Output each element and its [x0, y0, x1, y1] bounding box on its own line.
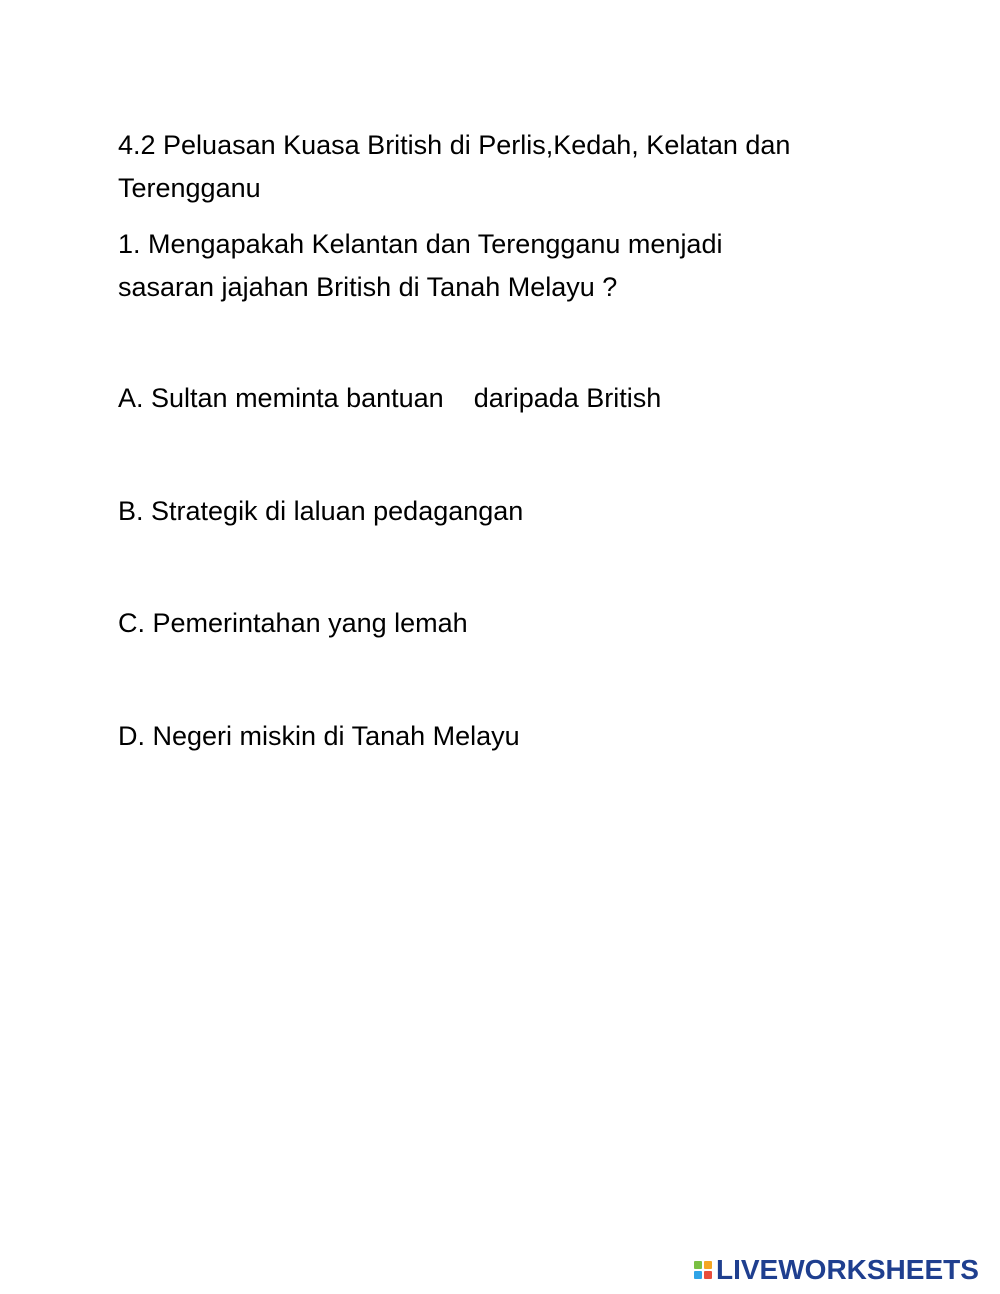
logo-mark-square — [704, 1271, 712, 1279]
question-line-1: 1. Mengapakah Kelantan dan Terengganu menjadi — [118, 229, 723, 259]
logo-mark-square — [694, 1261, 702, 1269]
logo-mark-square — [694, 1271, 702, 1279]
question-text — [118, 223, 722, 309]
liveworksheets-logo — [694, 1255, 979, 1285]
option-c: C. Pemerintahan yang lemah — [118, 608, 468, 638]
option-d: D. Negeri miskin di Tanah Melayu — [118, 721, 520, 751]
title-line-2: Terengganu — [118, 173, 261, 203]
title-line-1: 4.2 Peluasan Kuasa British di Perlis,Kedah, Kelatan dan — [118, 130, 791, 160]
worksheet-title — [118, 124, 790, 210]
logo-text: LIVEWORKSHEETS — [716, 1254, 979, 1285]
logo-mark-square — [704, 1261, 712, 1269]
logo-mark-icon — [694, 1261, 712, 1279]
option-a: A. Sultan meminta bantuan daripada British — [118, 383, 662, 413]
question-line-2: sasaran jajahan British di Tanah Melayu ? — [118, 272, 618, 302]
option-b: B. Strategik di laluan pedagangan — [118, 496, 524, 526]
